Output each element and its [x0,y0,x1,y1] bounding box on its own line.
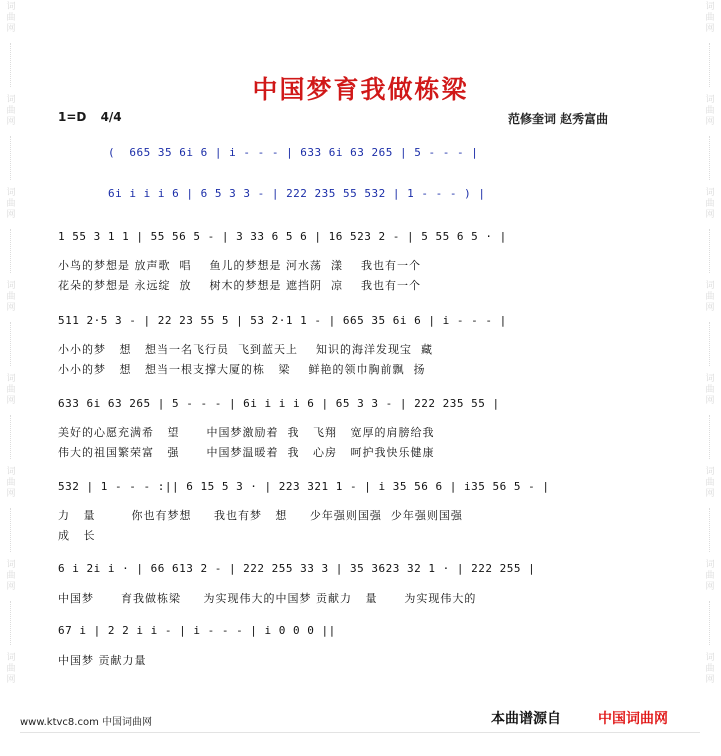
lyric-line-2-verse-1: 小小的梦 想 想当一名飞行员 飞到蓝天上 知识的海洋发现宝 藏 [58,343,433,356]
footer-source-site[interactable]: 中国词曲网 [598,711,668,727]
right-watermark: 词 曲 网 词 曲 网 词 曲 网 词 曲 网 词 曲 网 词 曲 网 词 曲 网 词 曲 网 [705,2,715,685]
notation-line-4: 532 | 1 - - - :|| 6 15 5 3 · | 223 321 1 - | i 35 56 6 | i35 56 5 - | [58,480,550,493]
footer-source-label: 本曲谱源自 [491,711,561,727]
lyric-line-2-verse-2: 小小的梦 想 想当一根支撑大厦的栋 梁 鲜艳的领巾胸前飘 扬 [58,363,426,376]
left-watermark: 词 曲 网 词 曲 网 词 曲 网 词 曲 网 词 曲 网 词 曲 网 词 曲 网 词 曲 网 [6,2,16,685]
notation-line-3: 633 6i 63 265 | 5 - - - | 6i i i i 6 | 65 3 3 - | 222 235 55 | [58,397,500,410]
notation-line-1: 1 55 3 1 1 | 55 56 5 - | 3 33 6 5 6 | 16 523 2 - | 5 55 6 5 · | [58,230,507,243]
lyric-line-4-verse-1: 力 量 你也有梦想 我也有梦 想 少年强则国强 少年强则国强 [58,509,463,522]
notation-line-2: 511 2·5 3 - | 22 23 55 5 | 53 2·1 1 - | 665 35 6i 6 | i - - - | [58,314,507,327]
song-title: 中国梦育我做栋梁 [252,75,469,104]
key-and-time-signature [58,110,122,124]
lyric-line-4-verse-2: 成 长 [58,529,96,542]
intro-notation-line-2: 6i i i i 6 | 6 5 3 3 - | 222 235 55 532 | 1 - - - ) | [108,187,486,200]
footer-website[interactable]: www.ktvc8.com 中国词曲网 [20,717,153,728]
notation-line-5: 6 i 2i i · | 66 613 2 - | 222 255 33 3 | 35 3623 32 1 · | 222 255 | [58,562,536,575]
lyric-line-5: 中国梦 育我做栋梁 为实现伟大的中国梦 贡献力 量 为实现伟大的 [58,592,477,605]
notation-line-6: 67 i | 2 2 i i - | i - - - | i 0 0 0 || [58,624,336,637]
lyric-line-1-verse-2: 花朵的梦想是 永远绽 放 树木的梦想是 遮挡阴 凉 我也有一个 [58,279,421,292]
composer-credits: 范修奎词 赵秀富曲 [508,112,609,126]
lyric-line-3-verse-2: 伟大的祖国繁荣富 强 中国梦温暖着 我 心房 呵护我快乐健康 [58,446,435,459]
lyric-line-6: 中国梦 贡献力量 [58,654,147,667]
time-signature: 4/4 [100,110,122,124]
key-signature: 1=D [58,110,87,124]
footer-divider [20,732,700,733]
intro-notation-line-1: ( 665 35 6i 6 | i - - - | 633 6i 63 265 | 5 - - - | [108,146,479,159]
lyric-line-3-verse-1: 美好的心愿充满希 望 中国梦激励着 我 飞翔 宽厚的肩膀给我 [58,426,435,439]
lyric-line-1-verse-1: 小鸟的梦想是 放声歌 唱 鱼儿的梦想是 河水荡 漾 我也有一个 [58,259,421,272]
